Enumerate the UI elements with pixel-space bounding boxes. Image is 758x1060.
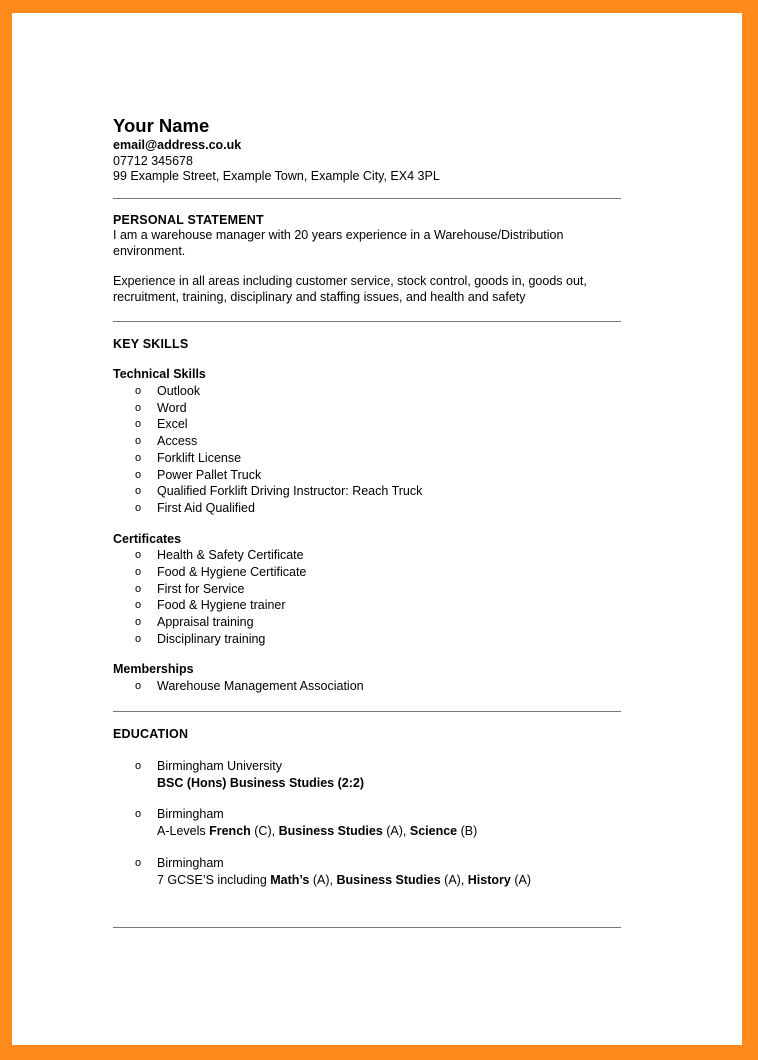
- bullet-icon: o: [135, 856, 142, 869]
- address-text: 99 Example Street, Example Town, Example City, EX4 3PL: [113, 169, 440, 183]
- memberships-list: [113, 678, 621, 695]
- list-item: o Outlook: [135, 384, 201, 398]
- bullet-icon: o: [135, 565, 142, 578]
- email-text: email@address.co.uk: [113, 138, 242, 152]
- education-entry: [113, 855, 621, 888]
- list-item: o First Aid Qualified: [135, 500, 255, 515]
- statement-paragraph: I am a warehouse manager with 20 years experience in a Warehouse/Distribution environment.: [113, 228, 564, 258]
- divider: [113, 198, 621, 199]
- bullet-icon: o: [135, 451, 142, 464]
- subsection-heading: Technical Skills: [113, 366, 206, 381]
- technical-skills-list: [113, 383, 621, 517]
- section-heading: PERSONAL STATEMENT: [113, 212, 264, 227]
- list-item: o Health & Safety Certificate: [135, 548, 304, 563]
- bullet-icon: o: [135, 418, 142, 431]
- divider: [113, 711, 621, 712]
- certificates-list: [113, 547, 621, 647]
- section-heading: EDUCATION: [113, 726, 189, 741]
- list-item: o Warehouse Management Association: [135, 678, 364, 693]
- name-heading: Your Name: [113, 115, 210, 136]
- bullet-icon: o: [135, 501, 142, 514]
- institution-text: Birmingham University: [157, 759, 283, 774]
- bullet-icon: o: [135, 401, 142, 414]
- list-item: o Power Pallet Truck: [135, 467, 262, 482]
- divider: [113, 321, 621, 322]
- experience-paragraph: Experience in all areas including customer service, stock control, goods in, goods out, recruitment, training, disciplinary and staffing issues, and health and safety: [113, 274, 587, 304]
- institution-text: Birmingham: [157, 855, 224, 870]
- bullet-icon: o: [135, 549, 142, 562]
- list-item: o Food & Hygiene trainer: [135, 598, 286, 613]
- resume-document: [113, 104, 621, 928]
- qualification-text: 7 GCSE’S including Math’s (A), Business Studies (A), History (A): [157, 872, 531, 887]
- bullet-icon: o: [135, 679, 142, 692]
- list-item: o Forklift License: [135, 450, 242, 465]
- education-entry: [113, 806, 621, 839]
- personal-statement-section: [113, 213, 621, 306]
- bullet-icon: o: [135, 599, 142, 612]
- section-heading: KEY SKILLS: [113, 337, 189, 351]
- bullet-icon: o: [135, 632, 142, 645]
- bullet-icon: o: [135, 582, 142, 595]
- bullet-icon: o: [135, 760, 142, 773]
- institution-text: Birmingham: [157, 807, 224, 822]
- key-skills-section: [113, 337, 621, 695]
- list-item: o Access: [135, 434, 198, 449]
- education-list: [113, 758, 621, 888]
- list-item: o Word: [135, 400, 187, 415]
- bullet-icon: o: [135, 435, 142, 448]
- education-entry: [113, 758, 621, 791]
- qualification-text: A-Levels French (C), Business Studies (A), Science (B): [157, 824, 478, 839]
- subsection-heading: Certificates: [113, 531, 182, 546]
- qualification-text: BSC (Hons) Business Studies (2:2): [157, 775, 364, 790]
- header: [113, 114, 621, 185]
- bullet-icon: o: [135, 485, 142, 498]
- education-section: [113, 727, 621, 889]
- bullet-icon: o: [135, 385, 142, 397]
- divider: [113, 927, 621, 928]
- list-item: o Excel: [135, 417, 188, 432]
- list-item: o Appraisal training: [135, 614, 254, 629]
- bullet-icon: o: [135, 808, 142, 821]
- bullet-icon: o: [135, 468, 142, 481]
- list-item: o Food & Hygiene Certificate: [135, 564, 307, 579]
- list-item: o First for Service: [135, 581, 245, 596]
- list-item: o Disciplinary training: [135, 631, 266, 646]
- bullet-icon: o: [135, 615, 142, 628]
- phone-text: 07712 345678: [113, 153, 193, 168]
- list-item: o Qualified Forklift Driving Instructor: Reach Truck: [135, 484, 423, 499]
- subsection-heading: Memberships: [113, 662, 194, 677]
